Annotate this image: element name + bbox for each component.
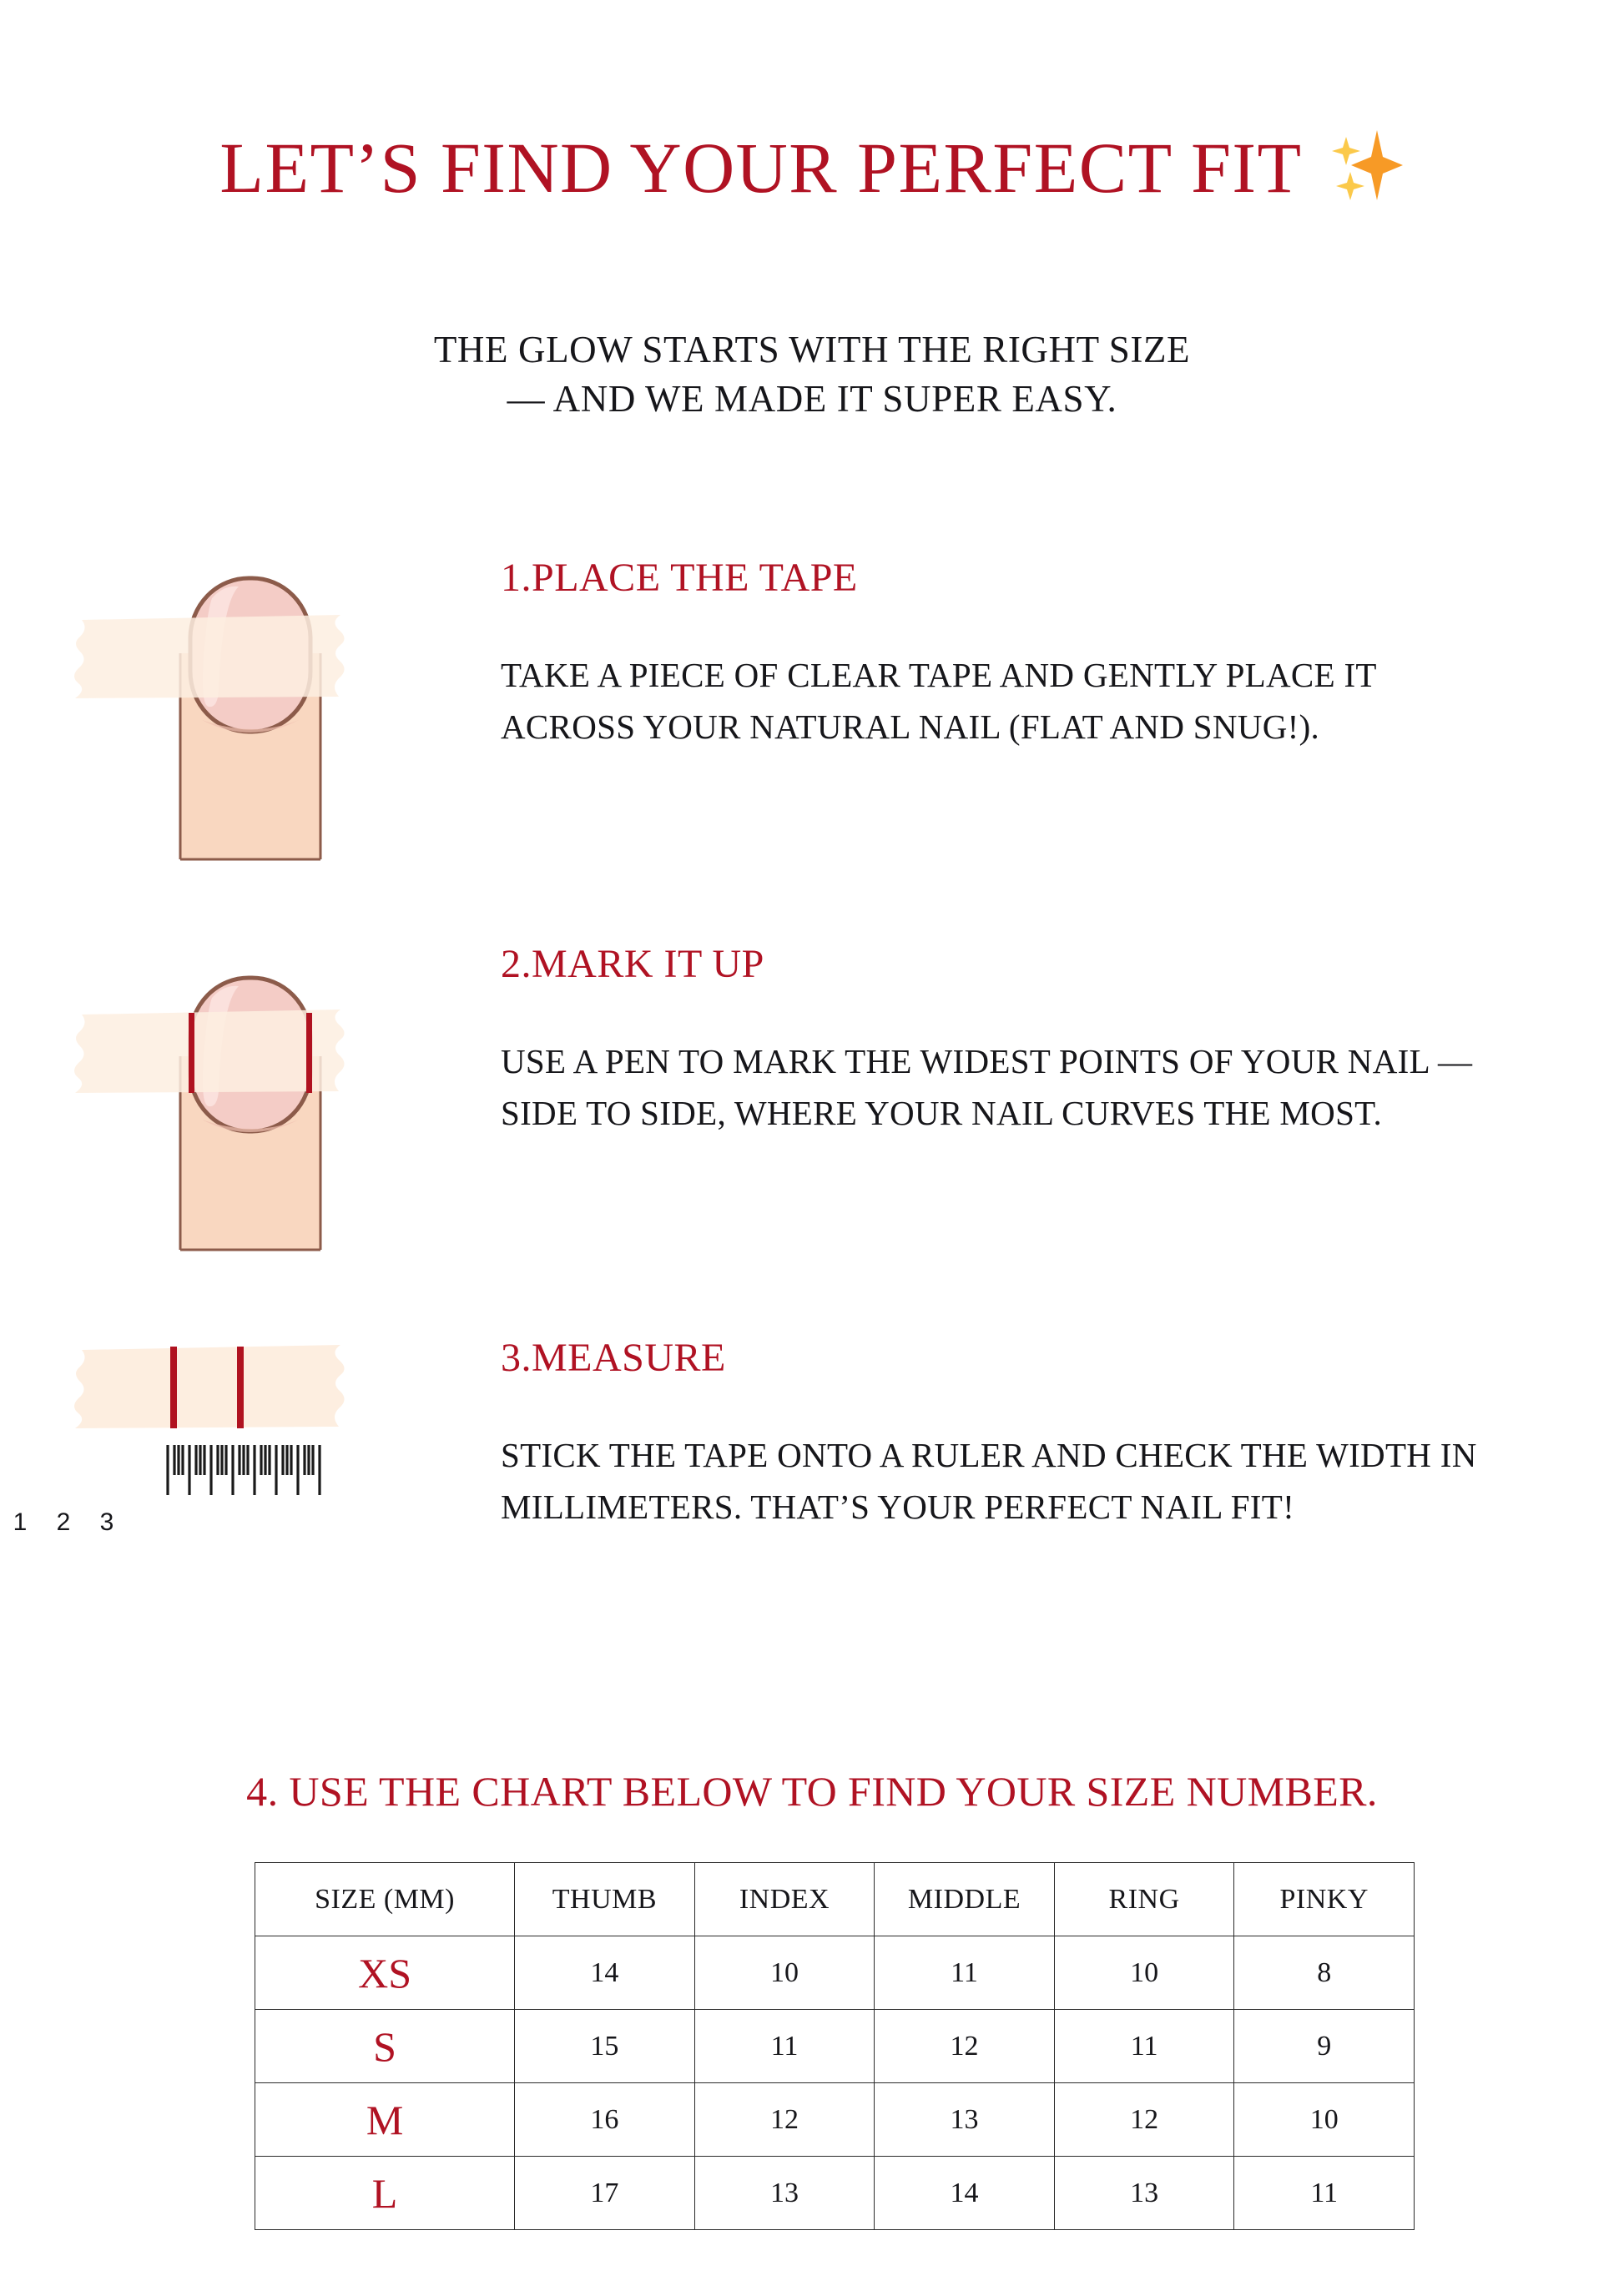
ruler-ticks xyxy=(168,1445,320,1495)
cell-s-index: 11 xyxy=(694,2010,875,2083)
ruler-label-2: 2 xyxy=(56,1508,71,1536)
cell-l-ring: 13 xyxy=(1054,2157,1234,2230)
table-row xyxy=(255,2157,1415,2230)
subtitle xyxy=(0,325,1624,425)
cell-s-middle: 12 xyxy=(875,2010,1055,2083)
subtitle-line-1: THE GLOW STARTS WITH THE RIGHT SIZE xyxy=(433,329,1191,370)
size-chart-table xyxy=(255,1862,1415,2230)
ruler-label-3: 3 xyxy=(99,1508,114,1536)
subtitle-line-2: — AND WE MADE IT SUPER EASY. xyxy=(507,378,1117,420)
column-header-pinky: PINKY xyxy=(1234,1863,1415,1936)
sparkles-icon xyxy=(1324,125,1405,209)
step-2-mark-it-up xyxy=(0,941,1624,1258)
step-2-illustration xyxy=(0,941,501,1258)
tape-mark-left xyxy=(170,1347,177,1428)
step-3-illustration xyxy=(0,1335,501,1602)
tape-mark-right xyxy=(237,1347,244,1428)
cell-size-xs: XS xyxy=(255,1936,515,2010)
cell-l-index: 13 xyxy=(694,2157,875,2230)
step-3-heading: 3.MEASURE xyxy=(501,1336,726,1380)
step-1-place-the-tape xyxy=(0,555,1624,872)
cell-xs-thumb: 14 xyxy=(515,1936,695,2010)
ruler-label-1: 1 xyxy=(13,1508,28,1536)
table-row xyxy=(255,2010,1415,2083)
step-1-body: TAKE A PIECE OF CLEAR TAPE AND GENTLY PLACE IT ACROSS YOUR NATURAL NAIL (FLAT AND SNUG!). xyxy=(501,656,1377,747)
cell-s-thumb: 15 xyxy=(515,2010,695,2083)
cell-s-ring: 11 xyxy=(1054,2010,1234,2083)
cell-size-s: S xyxy=(255,2010,515,2083)
step-3-text xyxy=(501,1335,1624,1602)
cell-size-l: L xyxy=(255,2157,515,2230)
cell-l-pinky: 11 xyxy=(1234,2157,1415,2230)
cell-l-thumb: 17 xyxy=(515,2157,695,2230)
column-header-middle: MIDDLE xyxy=(875,1863,1055,1936)
step-3-body: STICK THE TAPE ONTO A RULER AND CHECK THE WIDTH IN MILLIMETERS. THAT’S YOUR PERFECT NAIL FIT! xyxy=(501,1436,1477,1527)
cell-size-m: M xyxy=(255,2083,515,2157)
column-header-index: INDEX xyxy=(694,1863,875,1936)
cell-xs-pinky: 8 xyxy=(1234,1936,1415,2010)
cell-m-pinky: 10 xyxy=(1234,2083,1415,2157)
cell-m-thumb: 16 xyxy=(515,2083,695,2157)
size-chart-container xyxy=(255,1862,1415,2230)
cell-l-middle: 14 xyxy=(875,2157,1055,2230)
step-2-body: USE A PEN TO MARK THE WIDEST POINTS OF YOUR NAIL — SIDE TO SIDE, WHERE YOUR NAIL CURVES THE MOST. xyxy=(501,1042,1473,1133)
nail-width-mark-right xyxy=(306,1013,312,1093)
cell-s-pinky: 9 xyxy=(1234,2010,1415,2083)
step-3-measure xyxy=(0,1335,1624,1602)
table-row xyxy=(255,1936,1415,2010)
step-1-text xyxy=(501,555,1624,872)
table-header-row xyxy=(255,1863,1415,1936)
column-header-ring: RING xyxy=(1054,1863,1234,1936)
column-header-size: SIZE (MM) xyxy=(255,1863,515,1936)
cell-xs-index: 10 xyxy=(694,1936,875,2010)
table-row xyxy=(255,2083,1415,2157)
chart-heading: 4. USE THE CHART BELOW TO FIND YOUR SIZE NUMBER. xyxy=(246,1768,1378,1815)
page-title: LET’S FIND YOUR PERFECT FIT xyxy=(219,127,1303,208)
nail-width-mark-left xyxy=(189,1013,194,1093)
step-1-heading: 1.PLACE THE TAPE xyxy=(501,556,858,600)
cell-m-ring: 12 xyxy=(1054,2083,1234,2157)
step-2-text xyxy=(501,941,1624,1258)
cell-m-index: 12 xyxy=(694,2083,875,2157)
column-header-thumb: THUMB xyxy=(515,1863,695,1936)
page-header xyxy=(0,125,1624,209)
step-1-illustration xyxy=(0,555,501,872)
cell-m-middle: 13 xyxy=(875,2083,1055,2157)
cell-xs-ring: 10 xyxy=(1054,1936,1234,2010)
cell-xs-middle: 11 xyxy=(875,1936,1055,2010)
step-2-heading: 2.MARK IT UP xyxy=(501,942,764,986)
